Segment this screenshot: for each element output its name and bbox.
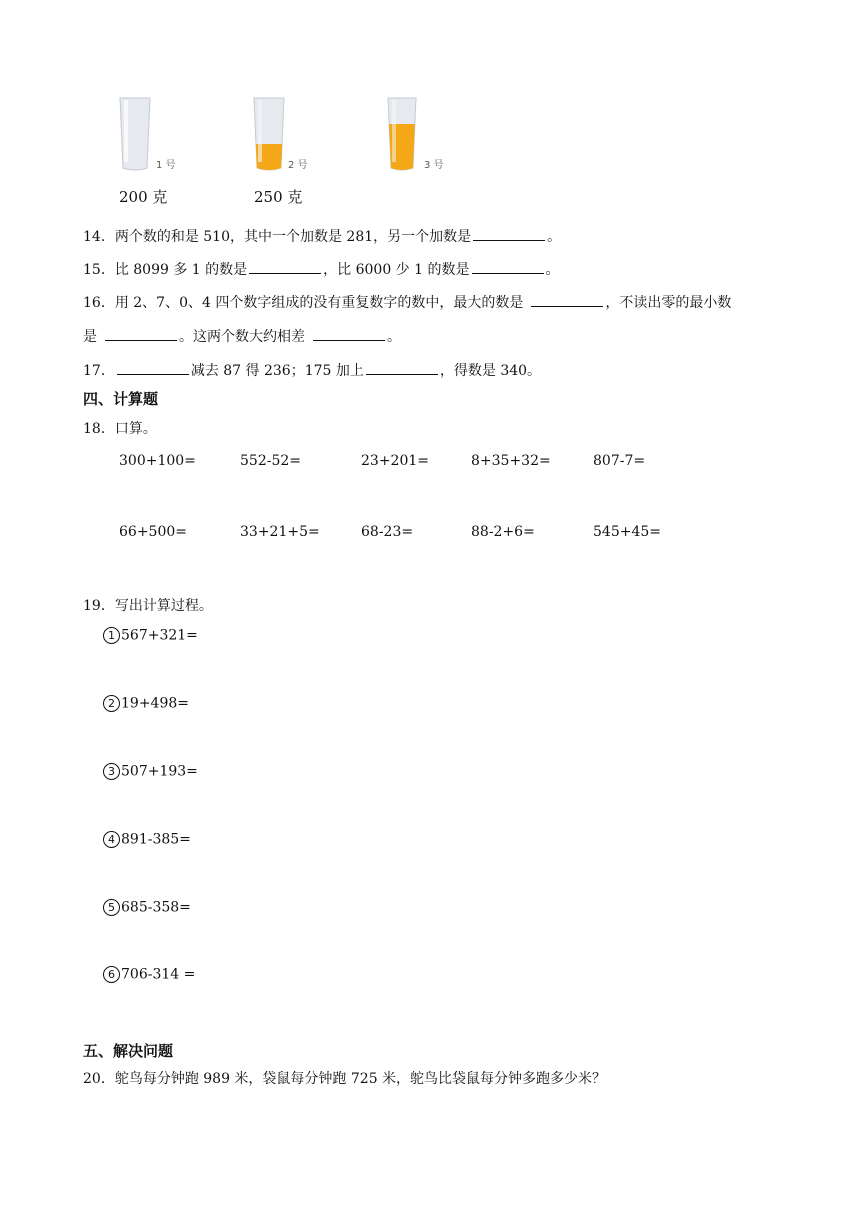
glass-3-label: 3 号	[424, 160, 444, 171]
question-14-text: 14．两个数的和是 510，其中一个加数是 281，另一个加数是	[83, 229, 472, 245]
mental-math-item: 66+500=	[119, 524, 187, 540]
question-15	[83, 259, 560, 279]
mental-math-item: 23+201=	[361, 453, 429, 469]
section-5-heading: 五、解决问题	[83, 1042, 174, 1060]
circled-number: 2	[103, 695, 120, 712]
glass-2-label: 2 号	[288, 160, 308, 171]
mental-math-item: 545+45=	[593, 524, 661, 540]
question-17-end: ，得数是 340。	[439, 363, 542, 379]
question-20: 20．鸵鸟每分钟跑 989 米，袋鼠每分钟跑 725 米，鸵鸟比袋鼠每分钟多跑多少米？	[83, 1071, 607, 1087]
calc-item-5	[103, 899, 191, 916]
question-19-title: 19．写出计算过程。	[83, 598, 213, 614]
question-16-text-4: 。这两个数大约相差	[179, 329, 305, 345]
calc-expression: 891-385=	[121, 831, 191, 848]
answer-blank[interactable]	[117, 360, 189, 375]
mental-math-item: 33+21+5=	[240, 524, 320, 540]
calc-expression: 685-358=	[121, 899, 191, 916]
mental-math-item: 807-7=	[593, 453, 646, 469]
mental-math-item: 68-23=	[361, 524, 414, 540]
question-17-number: 17．	[83, 363, 115, 379]
circled-number: 3	[103, 763, 120, 780]
glass-2-weight: 250 克	[254, 188, 303, 206]
glass-1-label: 1 号	[156, 160, 176, 171]
answer-blank[interactable]	[473, 226, 545, 241]
calc-expression: 567+321=	[121, 627, 198, 644]
mental-math-item: 552-52=	[240, 453, 301, 469]
question-14	[83, 226, 561, 246]
mental-math-item: 300+100=	[119, 453, 196, 469]
calc-item-1	[103, 627, 198, 644]
question-15-text: 15．比 8099 多 1 的数是	[83, 262, 248, 278]
circled-number: 6	[103, 966, 120, 983]
answer-blank[interactable]	[472, 259, 544, 274]
circled-number: 1	[103, 627, 120, 644]
question-16-text-2: ，不读出零的最小数	[605, 295, 732, 311]
question-16-end: 。	[387, 329, 401, 345]
question-17-text: 减去 87 得 236；175 加上	[190, 363, 364, 379]
calc-item-2	[103, 695, 189, 712]
calc-expression: 507+193=	[121, 763, 198, 780]
mental-math-item: 8+35+32=	[471, 453, 551, 469]
glass-3-icon	[388, 98, 416, 170]
question-16-text-3: 是	[83, 329, 97, 345]
question-16-line-2	[83, 326, 401, 346]
circled-number: 5	[103, 899, 120, 916]
answer-blank[interactable]	[366, 360, 438, 375]
question-16-text: 16．用 2、7、0、4 四个数字组成的没有重复数字的数中，最大的数是	[83, 295, 524, 311]
question-14-end: 。	[547, 229, 562, 245]
answer-blank[interactable]	[531, 292, 603, 307]
calc-item-3	[103, 763, 198, 780]
calc-item-6	[103, 966, 195, 983]
question-15-end: 。	[545, 262, 560, 278]
glass-1-weight: 200 克	[119, 188, 168, 206]
answer-blank[interactable]	[105, 326, 177, 341]
answer-blank[interactable]	[249, 259, 321, 274]
glass-2-icon	[254, 98, 284, 170]
question-17	[83, 360, 541, 380]
answer-blank[interactable]	[313, 326, 385, 341]
circled-number: 4	[103, 831, 120, 848]
question-16-line-1	[83, 292, 731, 312]
calc-expression: 19+498=	[121, 695, 189, 712]
section-4-heading: 四、计算题	[83, 390, 159, 408]
mental-math-item: 88-2+6=	[471, 524, 535, 540]
question-15-text-2: ，比 6000 少 1 的数是	[323, 262, 470, 278]
calc-expression: 706-314 =	[121, 966, 196, 983]
question-18-title: 18．口算。	[83, 421, 157, 437]
calc-item-4	[103, 831, 191, 848]
glass-1-icon	[120, 98, 150, 170]
